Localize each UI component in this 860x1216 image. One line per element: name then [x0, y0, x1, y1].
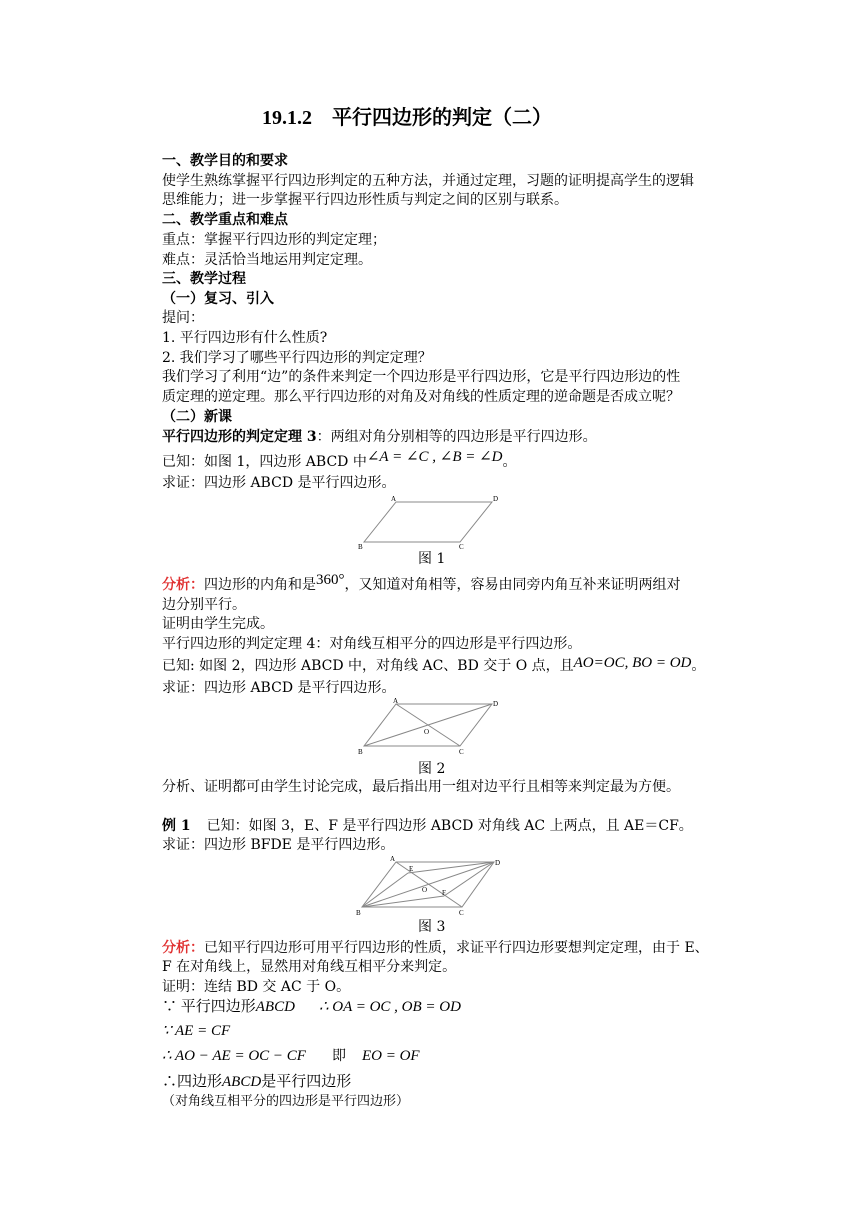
- analysis-label: 分析：: [162, 577, 204, 593]
- prove-line: 求证：四边形 ABCD 是平行四边形。: [162, 475, 396, 491]
- given-text: 已知：如图 1，四边形 ABCD 中: [162, 454, 367, 470]
- analysis-label: 分析：: [162, 940, 204, 956]
- paragraph: F 在对角线上，显然用对角线互相平分来判定。: [162, 959, 457, 975]
- section-heading-process: 三、教学过程: [162, 271, 246, 287]
- label-b: B: [358, 543, 363, 551]
- proof-line-2: ∵ AE = CF: [162, 1023, 231, 1039]
- figure-caption: 图 2: [418, 761, 446, 777]
- example-1: [162, 816, 693, 836]
- paragraph: 难点：灵活恰当地运用判定定理。: [162, 252, 372, 268]
- theorem-label: 平行四边形的判定定理 3: [162, 429, 317, 445]
- label-a: A: [390, 855, 396, 863]
- label-o: O: [422, 886, 428, 894]
- theorem-text: ：两组对角分别相等的四边形是平行四边形。: [316, 429, 597, 445]
- section-heading-focus: 二、教学重点和难点: [162, 212, 288, 228]
- proof-text: 是平行四边形: [261, 1074, 352, 1090]
- figure-2: [355, 696, 505, 758]
- proof-math: EO = OF: [361, 1048, 420, 1064]
- proof-math: ABCD: [222, 1074, 262, 1090]
- paragraph: 边分别平行。: [162, 597, 246, 613]
- proof-line-1: [162, 997, 461, 1017]
- proof-line-3: [162, 1046, 420, 1066]
- theorem-3: [162, 427, 597, 447]
- subsection-heading: （一）复习、引入: [162, 291, 274, 307]
- diagonal-bd: [364, 704, 492, 746]
- analysis-line: [162, 938, 709, 958]
- proof-math: ABCD: [255, 999, 295, 1015]
- figure-1: [355, 492, 505, 552]
- analysis-text: ，又知道对角相等，容易由同旁内角互补来证明两组对: [344, 577, 681, 593]
- given-line: [162, 449, 517, 472]
- label-a: A: [391, 495, 397, 503]
- given-line: [162, 656, 705, 676]
- example-label: 例 1: [162, 818, 191, 834]
- given-formula: AO=OC, BO = OD: [573, 655, 692, 671]
- paragraph: 重点：掌握平行四边形的判定定理；: [162, 232, 386, 248]
- label-a: A: [393, 697, 399, 705]
- paragraph: 提问：: [162, 310, 204, 326]
- figure-caption: 图 3: [418, 919, 446, 935]
- figure-caption: 图 1: [418, 551, 446, 567]
- paragraph: 质定理的逆定理。那么平行四边形的对角及对角线的性质定理的逆命题是否成立呢？: [162, 389, 680, 405]
- prove-line: 求证：四边形 BFDE 是平行四边形。: [162, 837, 395, 853]
- figure-3: [352, 852, 507, 918]
- label-c: C: [459, 909, 464, 917]
- analysis-text: 已知平行四边形可用平行四边形的性质，求证平行四边形要想判定定理，由于 E、: [204, 940, 709, 956]
- proof-text: ∵ 平行四边形: [162, 999, 256, 1015]
- proof-intro: 证明：连结 BD 交 AC 于 O。: [162, 979, 351, 995]
- label-d: D: [495, 859, 501, 867]
- prove-line: 求证：四边形 ABCD 是平行四边形。: [162, 680, 396, 696]
- proof-math: ∴ AO − AE = OC − CF: [162, 1048, 306, 1064]
- list-item: 2. 我们学习了哪些平行四边形的判定定理？: [162, 350, 432, 366]
- theorem-4: 平行四边形的判定定理 4：对角线互相平分的四边形是平行四边形。: [162, 636, 582, 652]
- label-f: F: [442, 889, 446, 897]
- proof-text: 即: [331, 1048, 346, 1064]
- given-formula: ∠A = ∠C , ∠B = ∠D: [366, 449, 503, 465]
- list-item: 1. 平行四边形有什么性质?: [162, 330, 328, 346]
- subsection-heading: （二）新课: [162, 409, 232, 425]
- paragraph: 我们学习了利用“边”的条件来判定一个四边形是平行四边形，它是平行四边形边的性: [162, 369, 681, 385]
- example-text: 已知：如图 3，E、F 是平行四边形 ABCD 对角线 AC 上两点，且 AE＝CF。: [206, 818, 693, 834]
- label-c: C: [459, 543, 464, 551]
- label-c: C: [459, 748, 464, 756]
- label-b: B: [358, 748, 363, 756]
- paragraph: 分析、证明都可由学生讨论完成，最后指出用一组对边平行且相等来判定最为方便。: [162, 779, 680, 795]
- label-e: E: [409, 865, 414, 873]
- paragraph: 使学生熟练掌握平行四边形判定的五种方法，并通过定理，习题的证明提高学生的逻辑: [162, 173, 694, 189]
- proof-line-4: [162, 1072, 351, 1092]
- proof-math: ∴ OA = OC , OB = OD: [318, 999, 461, 1015]
- paragraph: 思维能力；进一步掌握平行四边形性质与判定之间的区别与联系。: [162, 192, 568, 208]
- given-text: 已知: 如图 2，四边形 ABCD 中，对角线 AC、BD 交于 O 点，且: [162, 658, 574, 674]
- paragraph: 证明由学生完成。: [162, 616, 274, 632]
- section-heading-goals: 一、教学目的和要求: [162, 153, 288, 169]
- label-o: O: [424, 728, 430, 736]
- label-d: D: [493, 700, 499, 708]
- parallelogram: [364, 502, 492, 542]
- analysis-line: [162, 572, 681, 595]
- analysis-text: 四边形的内角和是: [204, 577, 316, 593]
- label-d: D: [493, 495, 499, 503]
- given-end: 。: [691, 658, 706, 674]
- proof-reason: （对角线互相平分的四边形是平行四边形）: [162, 1094, 410, 1109]
- label-b: B: [356, 909, 361, 917]
- diagonal-bd: [362, 862, 494, 907]
- given-end: 。: [502, 454, 517, 470]
- page-title: 19.1.2 平行四边形的判定（二）: [262, 107, 552, 129]
- angle-sum-value: 360°: [316, 572, 345, 588]
- proof-text: ∴四边形: [162, 1074, 223, 1090]
